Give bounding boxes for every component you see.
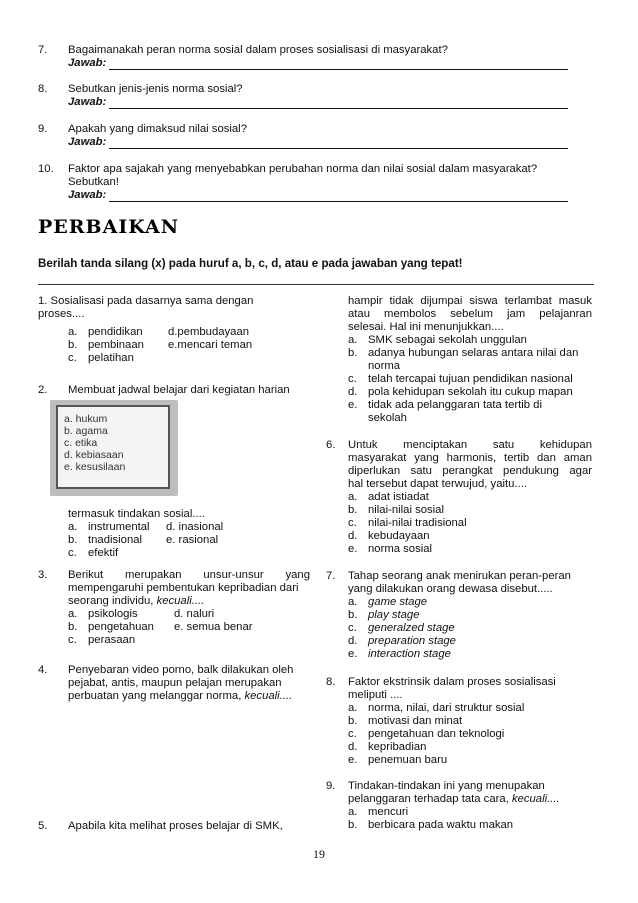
question-text: Faktor apa sajakah yang menyebabkan perubahan norma dan nilai sosial dalam masyarakat? bbox=[68, 163, 538, 175]
question-text-2: pejabat, antis, maupun pelajan merupakan bbox=[68, 677, 282, 689]
option-row: e. penemuan baru bbox=[348, 754, 448, 766]
question-text-2: Sebutkan! bbox=[68, 176, 119, 188]
option-row: b. nilai-nilai sosial bbox=[348, 504, 444, 516]
answer-line: Jawab: bbox=[68, 189, 568, 202]
question-number: 9. bbox=[38, 123, 48, 135]
option-row: a. psikologis d. naluri bbox=[68, 608, 215, 620]
essay-question-9 bbox=[38, 123, 568, 149]
option-row: a. game stage bbox=[348, 596, 428, 608]
mc-question-8 bbox=[326, 676, 592, 767]
option-row: c. efektif bbox=[68, 547, 119, 559]
option-row: a. adat istiadat bbox=[348, 491, 429, 503]
question-number: 4. bbox=[38, 664, 48, 676]
option-row: c. pengetahuan dan teknologi bbox=[348, 728, 505, 740]
option-row: b. pembinaan e.mencari teman bbox=[68, 339, 253, 351]
option-row: a. pendidikan d.pembudayaan bbox=[68, 326, 250, 338]
question-text-2: proses.... bbox=[38, 308, 85, 320]
question-text: Apakah yang dimaksud nilai sosial? bbox=[68, 123, 247, 135]
question-text: Faktor ekstrinsik dalam proses sosialisasi bbox=[348, 676, 556, 688]
option-row: d. kepribadian bbox=[348, 741, 427, 753]
question-text-4: hal tersebut dapat terwujud, yaitu.... bbox=[348, 478, 527, 490]
mc-question-1 bbox=[38, 295, 300, 365]
essay-question-8 bbox=[38, 83, 568, 109]
question-number: 8. bbox=[38, 83, 48, 95]
image-item: e. kesusilaan bbox=[64, 461, 126, 473]
question-text: 1. Sosialisasi pada dasarnya sama dengan bbox=[38, 295, 254, 307]
page-number: 19 bbox=[313, 847, 325, 861]
question-text: hampir tidak dijumpai siswa terlambat masuk bbox=[348, 295, 592, 307]
question-text: termasuk tindakan sosial.... bbox=[68, 508, 205, 520]
option-row: e. tidak ada pelanggaran tata tertib di sekolah bbox=[348, 399, 542, 424]
mc-question-3 bbox=[38, 569, 310, 647]
option-row: e. norma sosial bbox=[348, 543, 433, 555]
option-row: d. kebudayaan bbox=[348, 530, 430, 542]
essay-question-7 bbox=[38, 44, 568, 70]
question-text: Berikut merupakan unsur-unsur yang bbox=[68, 569, 310, 581]
question-text-2: yang dilakukan orang dewasa disebut..... bbox=[348, 583, 553, 595]
question-text: Untuk menciptakan satu kehidupan bbox=[348, 439, 592, 451]
image-item: c. etika bbox=[64, 437, 98, 449]
question-text-2: mempengaruhi pembentukan kepribadian dari bbox=[68, 582, 299, 594]
question-text-2: atau membolos sebelum jam pelajanran bbox=[348, 308, 592, 320]
option-row: a. norma, nilai, dari struktur sosial bbox=[348, 702, 525, 714]
mc-question-5 bbox=[38, 820, 310, 833]
question-number: 9. bbox=[326, 780, 336, 792]
option-row: a. instrumental d. inasional bbox=[68, 521, 224, 533]
option-row: c. nilai-nilai tradisional bbox=[348, 517, 467, 529]
question-text-3: selesai. Hal ini menunjukkan.... bbox=[348, 321, 504, 333]
question-number: 5. bbox=[38, 820, 48, 832]
section-heading: PERBAIKAN bbox=[38, 216, 180, 238]
question-text-3: seorang individu, kecuali.... bbox=[68, 595, 205, 607]
option-row: d. preparation stage bbox=[348, 635, 456, 647]
question-number: 7. bbox=[326, 570, 336, 582]
answer-line: Jawab: bbox=[68, 96, 568, 109]
question-text: Bagaimanakah peran norma sosial dalam proses sosialisasi di masyarakat? bbox=[68, 44, 448, 56]
option-row: c. generalzed stage bbox=[348, 622, 455, 634]
question-text: Tahap seorang anak menirukan peran-peran bbox=[348, 570, 571, 582]
option-row: c. telah tercapai tujuan pendidikan nasional bbox=[348, 373, 573, 385]
question-text: Sebutkan jenis-jenis norma sosial? bbox=[68, 83, 243, 95]
question-text-3: diperlukan satu perangkat pendukung agar bbox=[348, 465, 592, 477]
mc-question-9 bbox=[326, 780, 592, 832]
question-number: 6. bbox=[326, 439, 336, 451]
mc-question-7 bbox=[326, 570, 592, 661]
mc-question-6 bbox=[326, 439, 592, 556]
option-row: b. adanya hubungan selaras antara nilai dan norma bbox=[348, 347, 579, 372]
answer-line: Jawab: bbox=[68, 136, 568, 149]
option-row: c. perasaan bbox=[68, 634, 136, 646]
option-row: a. SMK sebagai sekolah unggulan bbox=[348, 334, 527, 346]
option-row: c. pelatihan bbox=[68, 352, 134, 364]
question-text: Membuat jadwal belajar dari kegiatan harian bbox=[68, 384, 290, 396]
question-text-2: meliputi .... bbox=[348, 689, 403, 701]
essay-question-10 bbox=[38, 163, 568, 202]
option-row: b. motivasi dan minat bbox=[348, 715, 463, 727]
answer-choices-image bbox=[50, 400, 178, 496]
question-number: 2. bbox=[38, 384, 48, 396]
option-row: b. play stage bbox=[348, 609, 420, 621]
question-number: 3. bbox=[38, 569, 48, 581]
option-row: d. pola kehidupan sekolah itu cukup mapan bbox=[348, 386, 573, 398]
answer-line: Jawab: bbox=[68, 57, 568, 70]
mc-question-5-continued bbox=[348, 295, 592, 425]
image-item: b. agama bbox=[64, 425, 108, 437]
image-item: d. kebiasaan bbox=[64, 449, 124, 461]
mc-question-4 bbox=[38, 664, 310, 703]
question-number: 10. bbox=[38, 163, 54, 175]
option-row: b. pengetahuan e. semua benar bbox=[68, 621, 253, 633]
question-text-2: masyarakat yang harmonis, tertib dan aman bbox=[348, 452, 592, 464]
divider bbox=[38, 284, 594, 285]
question-text: Tindakan-tindakan ini yang menupakan bbox=[348, 780, 545, 792]
option-row: a. mencuri bbox=[348, 806, 409, 818]
question-number: 8. bbox=[326, 676, 336, 688]
mc-question-2 bbox=[38, 384, 300, 397]
mc-question-2-options bbox=[68, 508, 298, 560]
image-item: a. hukum bbox=[64, 413, 108, 425]
option-row: b. tnadisional e. rasional bbox=[68, 534, 219, 546]
question-text: Apabila kita melihat proses belajar di SMK, bbox=[68, 820, 283, 832]
question-number: 7. bbox=[38, 44, 48, 56]
option-row: e. interaction stage bbox=[348, 648, 451, 660]
question-text-2: pelanggaran terhadap tata cara, kecuali.... bbox=[348, 793, 560, 805]
question-text-3: perbuatan yang melanggar norma, kecuali.... bbox=[68, 690, 293, 702]
question-text: Penyebaran video porno, balk dilakukan oleh bbox=[68, 664, 294, 676]
option-row: b. berbicara pada waktu makan bbox=[348, 819, 514, 831]
instruction-text: Berilah tanda silang (x) pada huruf a, b, c, d, atau e pada jawaban yang tepat! bbox=[38, 257, 463, 270]
